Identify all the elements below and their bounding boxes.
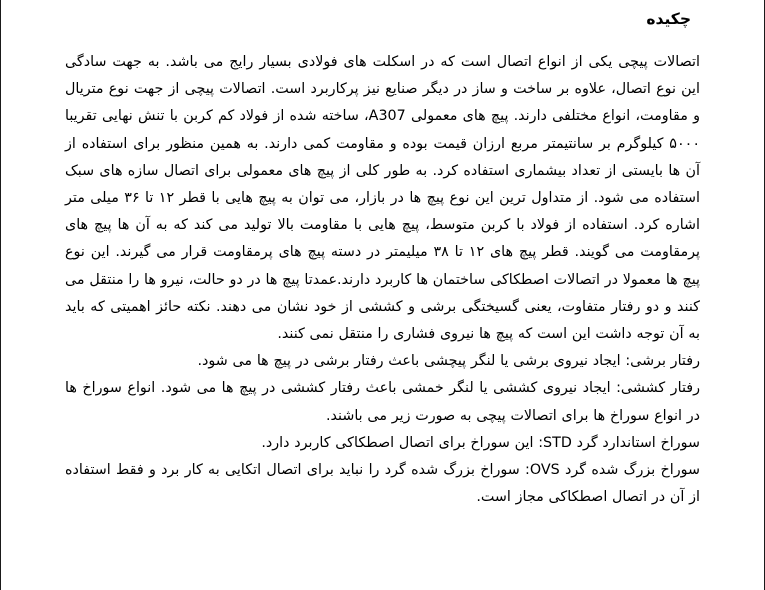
paragraph-intro: اتصالات پیچی یکی از انواع اتصال است که در اسکلت های فولادی بسیار رایج می باشد. به جهت سادگی این نوع اتصال، علاوه بر ساخت و ساز در دیگر صنایع نیز پرکاربرد است. اتصالات پیچی از جهت نوع متریال و مقاومت، انواع مختلفی دارند. پیچ های معمولی A307، ساخته شده از فولاد کم کربن با تنش نهایی تقریبا ۵۰۰۰ کیلوگرم بر سانتیمتر مربع ارزان قیمت بوده و مقاومت کمی دارند. به همین منظور برای استفاده از آن ها بایستی از تعداد بیشماری استفاده کرد. به طور کلی از پیچ های معمولی برای اتصال سازه های سبک استفاده می شود. از متداول ترین این نوع پیچ ها در بازار، می توان به پیچ هایی با قطر ۱۲ تا ۳۶ میلی متر اشاره کرد. استفاده از فولاد با کربن متوسط، پیچ هایی با مقاومت بالا تولید می کند که به آن ها پیچ های پرمقاومت می گویند. قطر پیچ های ۱۲ تا ۳۸ میلیمتر در دسته پیچ های پرمقاومت قرار می گیرند. این نوع پیچ ها معمولا در اتصالات اصطکاکی ساختمان ها کاربرد دارند.عمدتا پیچ ها در دو حالت، نیرو ها را منتقل می کنند و دو رفتار متفاوت، یعنی گسیختگی برشی و کششی از خود نشان می دهند. نکته حائز اهمیتی که باید به آن توجه داشت این است که پیچ ها نیروی فشاری را منتقل نمی کنند. xyxy=(65,54,700,343)
paragraph-tension-behavior: رفتار کششی: ایجاد نیروی کششی یا لنگر خمشی باعث رفتار کششی در پیچ ها می شود. انواع سوراخ ها در انواع سوراخ ها برای اتصالات پیچی به صورت زیر می باشند. xyxy=(65,380,700,424)
page-title: چکیده xyxy=(646,10,691,28)
paragraph-hole-std: سوراخ استاندارد گرد STD: این سوراخ برای اتصال اصطکاکی کاربرد دارد. xyxy=(261,434,700,451)
document-content xyxy=(65,0,700,511)
paragraph-shear-behavior: رفتار برشی: ایجاد نیروی برشی یا لنگر پیچشی باعث رفتار برشی در پیچ ها می شود. xyxy=(197,353,700,370)
paragraph-hole-ovs: سوراخ بزرگ شده گرد OVS: سوراخ بزرگ شده گرد را نباید برای اتصال اتکایی به کار برد و فقط استفاده از آن در اتصال اصطکاکی مجاز است. xyxy=(65,462,700,506)
